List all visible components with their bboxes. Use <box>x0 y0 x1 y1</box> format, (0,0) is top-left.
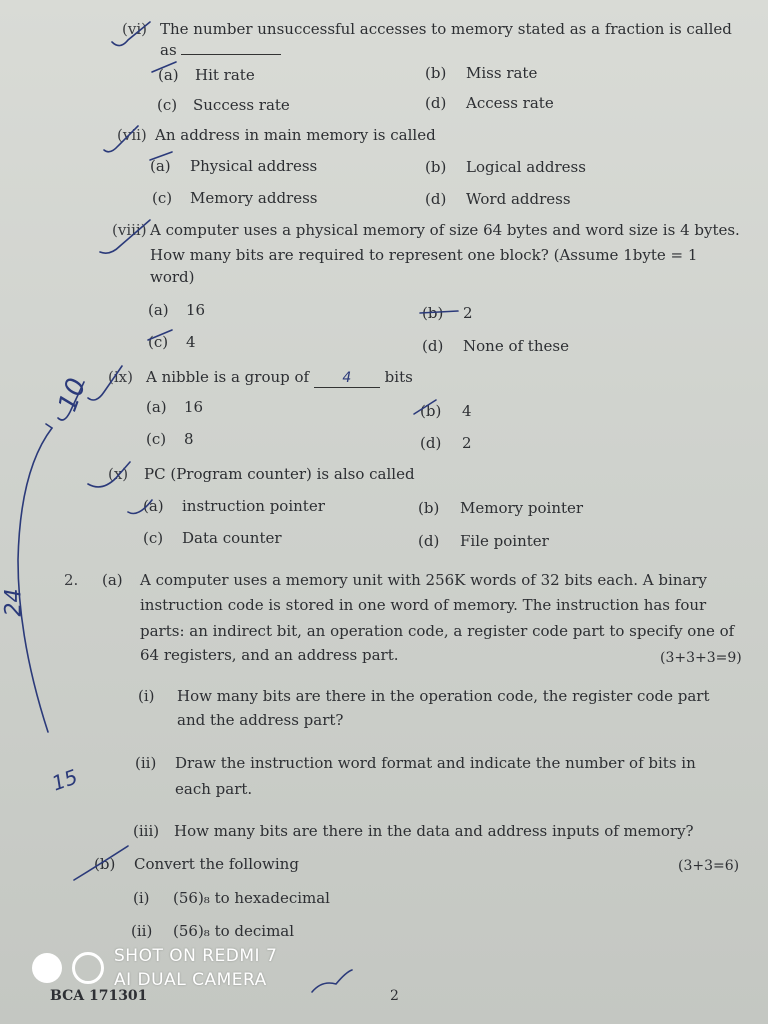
watermark-line-1: SHOT ON REDMI 7 <box>114 946 278 966</box>
q2a-line-3: parts: an indirect bit, an operation code, a register code part to specify one of <box>140 622 735 640</box>
q9-blank <box>314 368 380 388</box>
q2a-i-line-1: How many bits are there in the operation code, the register code part <box>177 687 710 705</box>
q6-number: (vi) <box>122 20 147 38</box>
q6-option-c-label: (c) <box>157 96 178 114</box>
margin-bracket-top <box>46 424 52 428</box>
q7-option-d-label: (d) <box>425 190 447 208</box>
q2a-iii-number: (iii) <box>133 822 160 840</box>
q9-option-a: 16 <box>184 398 204 416</box>
q2a-line-2: instruction code is stored in one word of memory. The instruction has four <box>140 596 707 614</box>
q9-option-a-label: (a) <box>146 398 167 416</box>
q9-option-b: 4 <box>462 402 472 420</box>
q7-number: (vii) <box>117 126 147 144</box>
footer-page-number: 2 <box>390 988 399 1004</box>
q2a-marks: (3+3+3=9) <box>660 650 742 666</box>
q2b-line-1: Convert the following <box>134 855 299 873</box>
q7-option-b: Logical address <box>466 158 586 176</box>
q9-option-d: 2 <box>462 434 472 452</box>
q10-option-d-label: (d) <box>418 532 440 550</box>
q2b-i-line-1: (56)₈ to hexadecimal <box>173 889 330 907</box>
q2b-ii-number: (ii) <box>131 922 153 940</box>
q9-text: A nibble is a group of 4 bits <box>146 368 413 386</box>
q8-option-a: 16 <box>186 301 206 319</box>
q8-option-c-label: (c) <box>148 333 169 351</box>
q7-text: An address in main memory is called <box>155 126 436 144</box>
q2a-ii-number: (ii) <box>135 754 157 772</box>
q2a-line-4: 64 registers, and an address part. <box>140 646 399 664</box>
handwritten-margin-24: 24 <box>1 588 27 617</box>
q2a-line-1: A computer uses a memory unit with 256K words of 32 bits each. A binary <box>140 571 708 589</box>
q2a-i-number: (i) <box>138 687 155 705</box>
q6-option-c: Success rate <box>193 96 290 114</box>
q6-option-d: Access rate <box>466 94 554 112</box>
q9-option-c-label: (c) <box>146 430 167 448</box>
q9-option-b-label: (b) <box>420 402 442 420</box>
q8-option-a-label: (a) <box>148 301 169 319</box>
q7-option-a: Physical address <box>190 157 318 175</box>
q7-option-d: Word address <box>466 190 571 208</box>
watermark-line-2: AI DUAL CAMERA <box>114 970 267 990</box>
q9-option-d-label: (d) <box>420 434 442 452</box>
q10-number: (x) <box>108 465 129 483</box>
q6-option-b-label: (b) <box>425 64 447 82</box>
q2b-marks: (3+3=6) <box>678 858 740 874</box>
q8-option-d: None of these <box>463 337 569 355</box>
q10-option-d: File pointer <box>460 532 549 550</box>
q10-option-b-label: (b) <box>418 499 440 517</box>
q2a-ii-line-2: each part. <box>175 780 253 798</box>
q8-text-1: A computer uses a physical memory of size 64 bytes and word size is 4 bytes. <box>150 221 740 239</box>
q7-option-b-label: (b) <box>425 158 447 176</box>
handwritten-margin-15: 15 <box>48 764 81 796</box>
q6-option-a-label: (a) <box>158 66 179 84</box>
q8-number: (viii) <box>112 221 147 239</box>
q7-option-a-label: (a) <box>150 157 171 175</box>
q2a-iii-line-1: How many bits are there in the data and address inputs of memory? <box>174 822 694 840</box>
q2a-i-line-2: and the address part? <box>177 711 344 729</box>
q8-option-b-label: (b) <box>422 304 444 322</box>
q10-option-c: Data counter <box>182 529 282 547</box>
camera-watermark <box>32 944 277 992</box>
q2b-i-number: (i) <box>133 889 150 907</box>
q8-text-2: How many bits are required to represent one block? (Assume 1byte = 1 <box>150 246 698 264</box>
handwritten-score-10: 10 <box>52 374 93 416</box>
margin-bracket <box>18 428 52 732</box>
watermark-dot-filled-icon <box>32 953 62 983</box>
watermark-dot-ring-icon <box>72 952 104 984</box>
q9-number: (ix) <box>108 368 133 386</box>
q2a-ii-line-1: Draw the instruction word format and indicate the number of bits in <box>175 754 696 772</box>
q2-part-a-label: (a) <box>102 571 123 589</box>
q10-option-a: instruction pointer <box>182 497 325 515</box>
q6-option-b: Miss rate <box>466 64 538 82</box>
q6-option-a: Hit rate <box>195 66 255 84</box>
q2b-ii-line-1: (56)₈ to decimal <box>173 922 295 940</box>
scribble-footer <box>312 970 352 992</box>
q10-option-c-label: (c) <box>143 529 164 547</box>
q7-option-c-label: (c) <box>152 189 173 207</box>
q6-text-cont: as <box>160 41 281 59</box>
q2-part-b-label: (b) <box>94 855 116 873</box>
q6-text: The number unsuccessful accesses to memory stated as a fraction is called <box>160 20 732 38</box>
footer-course-code: BCA 171301 <box>50 988 148 1004</box>
q10-option-b: Memory pointer <box>460 499 584 517</box>
q2-number: 2. <box>64 571 79 589</box>
q9-handwritten-answer: 4 <box>342 370 352 386</box>
q6-option-d-label: (d) <box>425 94 447 112</box>
q7-option-c: Memory address <box>190 189 318 207</box>
q8-option-b: 2 <box>463 304 473 322</box>
q9-option-c: 8 <box>184 430 194 448</box>
q8-option-c: 4 <box>186 333 196 351</box>
q6-blank <box>181 54 281 55</box>
watermark-text <box>114 944 277 992</box>
q10-option-a-label: (a) <box>143 497 164 515</box>
q8-option-d-label: (d) <box>422 337 444 355</box>
q8-text-3: word) <box>150 268 195 286</box>
q10-text: PC (Program counter) is also called <box>144 465 415 483</box>
